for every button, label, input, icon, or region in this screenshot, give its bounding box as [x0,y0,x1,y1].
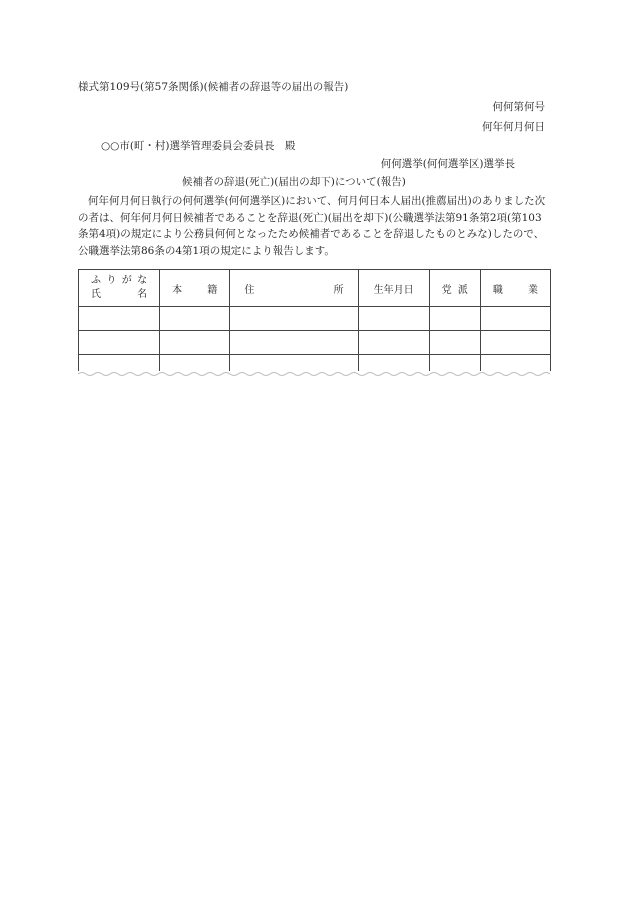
table-cell [79,307,160,331]
document-date: 何年何月何日 [482,121,545,133]
table-cell [230,307,358,331]
header-address [230,270,358,307]
candidate-table [78,269,551,379]
header-honseki [160,270,230,307]
header-honseki-label: 本籍 [172,284,218,296]
table-cell [160,331,230,355]
header-furigana-label: ふりがな [91,275,148,286]
header-name [79,270,160,307]
sender: 何何選挙(何何選挙区)選挙長 [380,158,515,170]
table-cell [429,331,480,355]
form-title: 様式第109号(第57条関係)(候補者の辞退等の届出の報告) [78,81,349,93]
table-cell [230,331,358,355]
header-occupation [480,270,550,307]
table-row [79,331,551,355]
addressee: ○○市(町・村)選挙管理委員会委員長 殿 [101,140,296,152]
table-cell [480,307,550,331]
table-cell [358,331,429,355]
header-party [429,270,480,307]
table-row [79,307,551,331]
report-body: 何年何月何日執行の何何選挙(何何選挙区)において、何月何日本人届出(推薦届出)のありました次の者は、何年何月何日候補者であることを辞退(死亡)(届出を却下)(公職選挙法第91条第2項(第103条第4項)の規定により公務員何何となったため候補者であることを辞退したものとみな)したので、公職選挙法第86条の4第1項の規定により報告します。 [78,195,546,257]
table-cell [358,307,429,331]
header-address-label: 住所 [244,284,344,296]
header-occupation-label: 職業 [492,284,538,296]
header-birthdate [358,270,429,307]
header-birthdate-label: 生年月日 [373,284,414,296]
table-header-row [79,270,551,307]
header-party-label: 党派 [441,284,468,296]
document-number: 何何第何号 [492,101,545,113]
report-subject: 候補者の辞退(死亡)(届出の却下)について(報告) [182,176,406,188]
table-cell [160,307,230,331]
table-cell [79,331,160,355]
truncation-wave [78,371,551,381]
table-cell [429,307,480,331]
header-name-label: 氏名 [91,289,148,300]
table-cell [480,331,550,355]
